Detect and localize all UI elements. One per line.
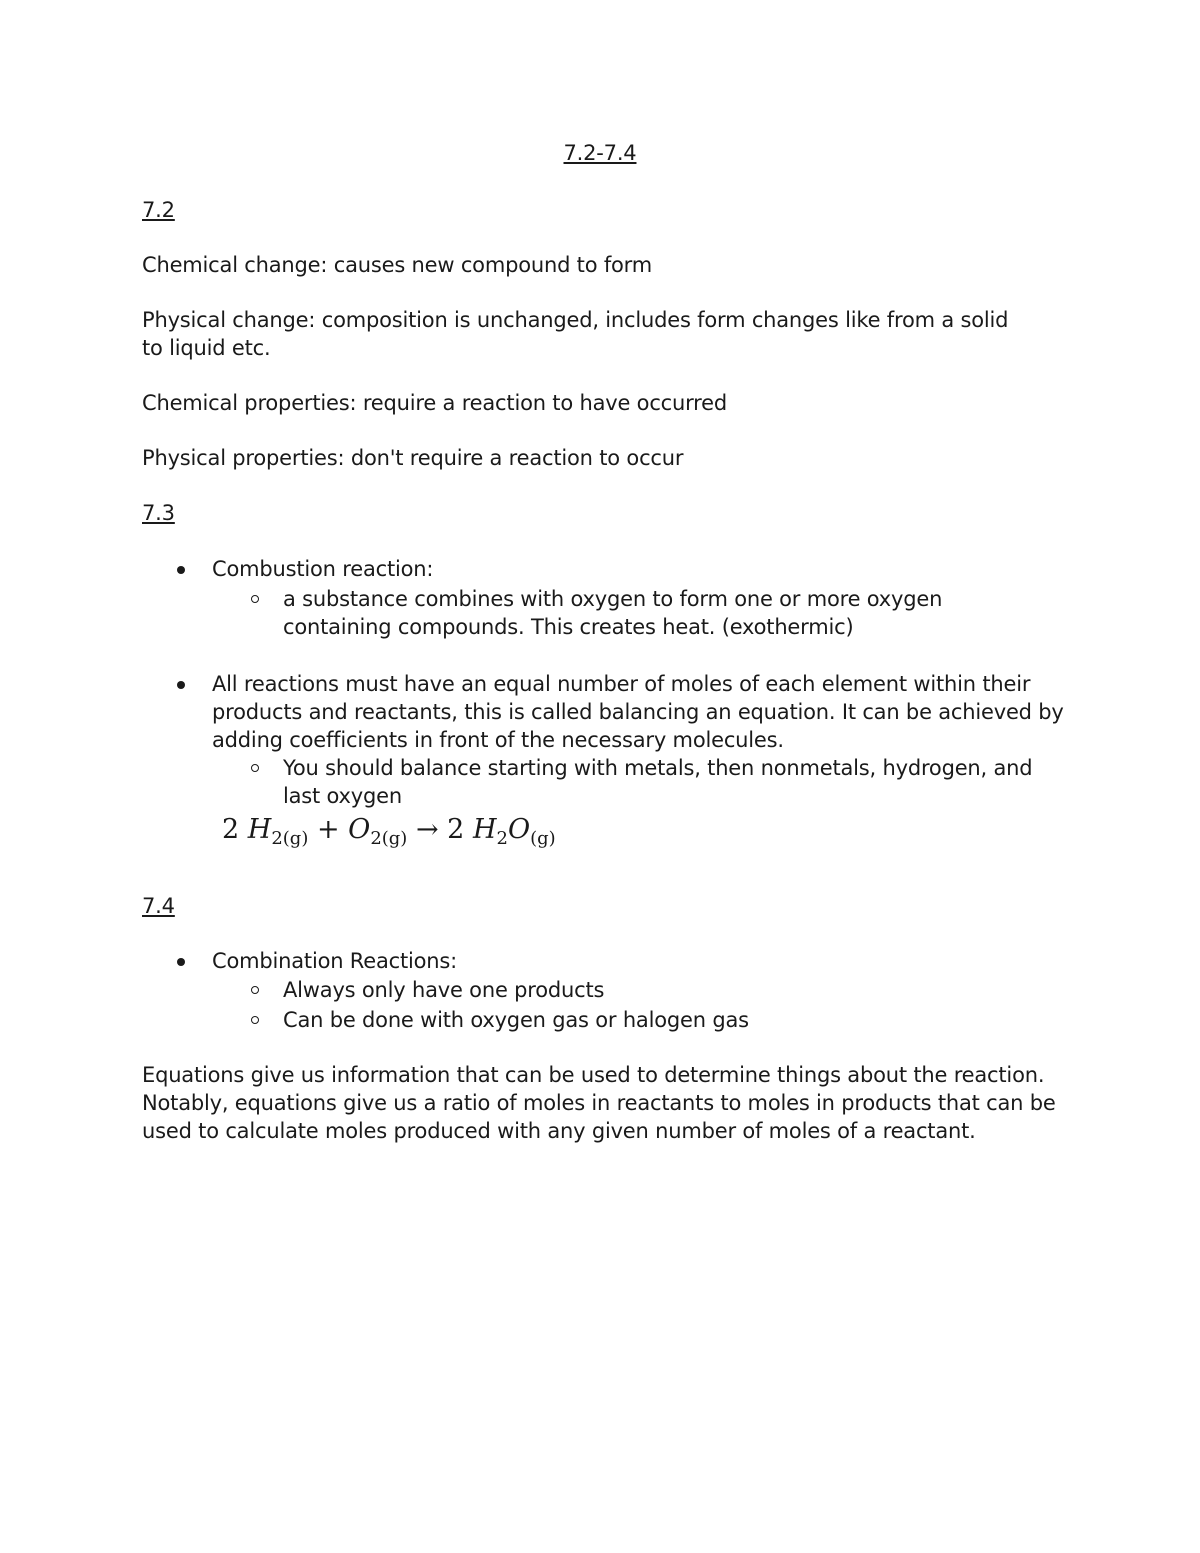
bullet-combination-reactions: Combination Reactions: <box>212 947 1072 975</box>
equation-water-oxygen: O <box>507 814 531 845</box>
physical-properties-definition: Physical properties: don't require a reaction to occur <box>142 446 684 470</box>
chemical-change-definition: Chemical change: causes new compound to form <box>142 253 652 277</box>
chemical-equation <box>222 812 556 848</box>
equation-subscript: 2(g) <box>271 828 309 849</box>
sub-bullet-balance-order: You should balance starting with metals, then nonmetals, hydrogen, and last oxygen <box>283 754 1058 810</box>
document-page <box>142 0 1072 1553</box>
sub-bullet-one-product: Always only have one products <box>283 976 1073 1004</box>
section-heading-7-3: 7.3 <box>142 501 175 525</box>
section-heading-7-4: 7.4 <box>142 894 175 918</box>
sub-bullet-combustion-definition: a substance combines with oxygen to form one or more oxygen containing compounds. This creates heat. (exothermic) <box>283 585 1023 641</box>
equation-water-hydrogen: H <box>472 814 497 845</box>
equation-subscript: 2(g) <box>370 828 408 849</box>
equation-coefficient: 2 <box>447 814 465 845</box>
equation-arrow: → <box>415 814 439 845</box>
equation-plus: + <box>316 814 340 845</box>
closing-paragraph: Equations give us information that can be used to determine things about the reaction. Notably, equations give us a ratio of moles in reactants to moles in products that can be used to calculate moles produced with any given number of moles of a reactant. <box>142 1063 1056 1143</box>
bullet-balancing-equations: All reactions must have an equal number of moles of each element within their products and reactants, this is called balancing an equation. It can be achieved by adding coefficients in front of the necessary molecules. <box>212 670 1072 754</box>
equation-subscript: 2 <box>496 828 508 849</box>
chemical-properties-definition: Chemical properties: require a reaction to have occurred <box>142 391 728 415</box>
page-title: 7.2-7.4 <box>563 141 637 165</box>
bullet-combustion-reaction: Combustion reaction: <box>212 555 1072 583</box>
sub-bullet-oxygen-halogen: Can be done with oxygen gas or halogen gas <box>283 1006 1073 1034</box>
section-heading-7-2: 7.2 <box>142 198 175 222</box>
equation-oxygen: O <box>348 814 371 845</box>
physical-change-definition: Physical change: composition is unchanged, includes form changes like from a solid to liquid etc. <box>142 308 1009 360</box>
equation-coefficient: 2 <box>222 814 240 845</box>
equation-hydrogen: H <box>247 814 272 845</box>
equation-subscript: (g) <box>530 828 556 849</box>
